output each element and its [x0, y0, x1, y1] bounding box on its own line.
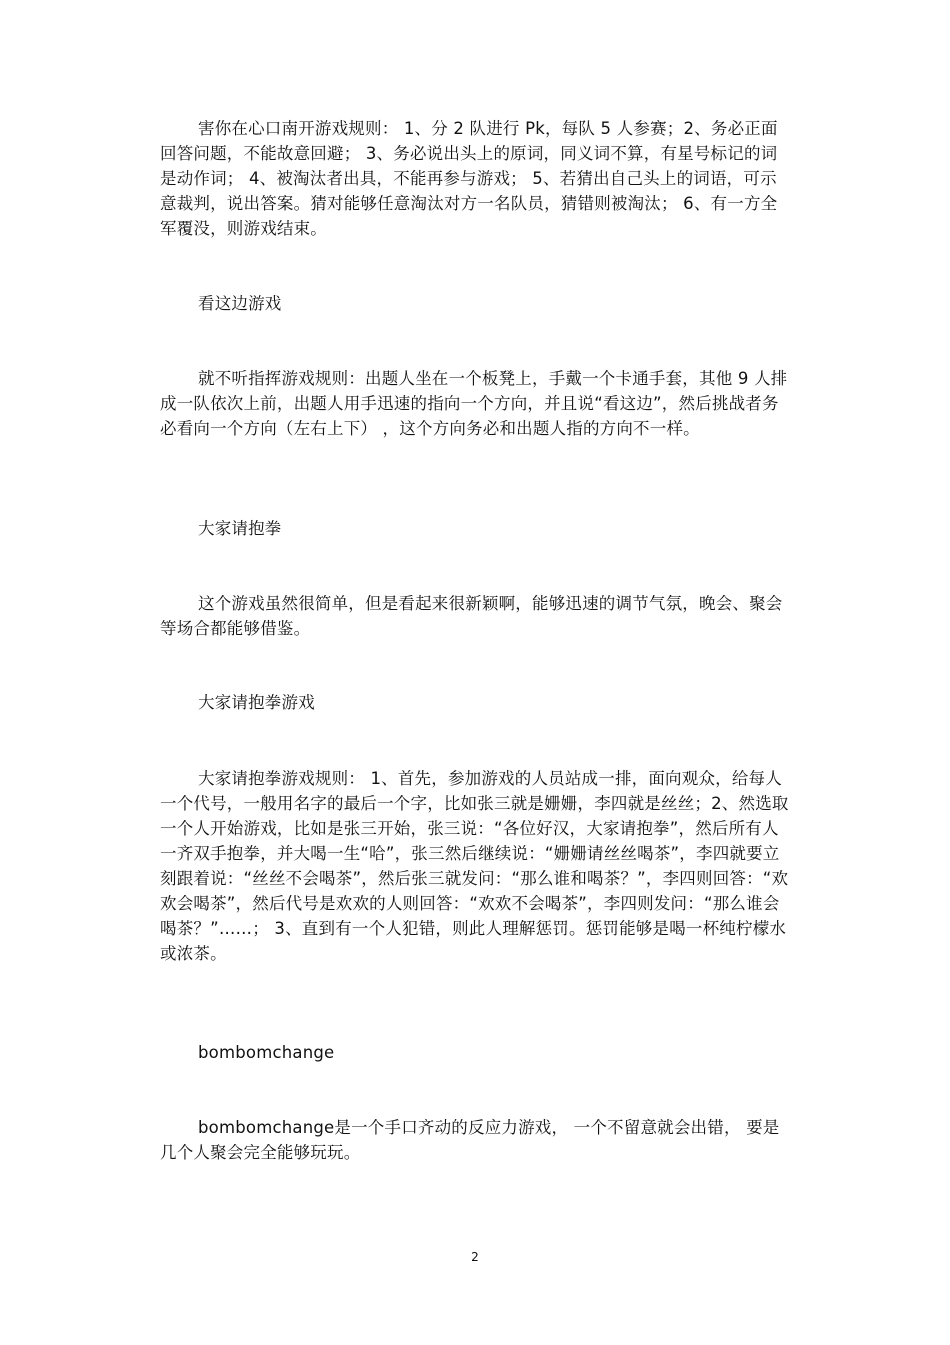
heading-look-here-game	[160, 291, 792, 316]
paragraph-rules-4	[160, 766, 792, 966]
heading-text: bombomchange	[198, 1043, 335, 1062]
heading-text: 大家请抱拳	[198, 519, 282, 538]
heading-text: 大家请抱拳游戏	[198, 693, 315, 712]
paragraph-text: 害你在心口南开游戏规则： 1、分 2 队进行 Pk，每队 5 人参赛；2、务必正面回答问题，不能故意回避； 3、务必说出头上的原词，同义词不算，有星号标记的词是动作词； 4、被淘汰者出具，不能再参与游戏； 5、若猜出自己头上的词语，可示意裁判，说出答案。猜对能够任意淘汰对方一名队员，猜错则被淘汰； 6、有一方全军覆没，则游戏结束。	[160, 119, 778, 238]
heading-bombomchange	[160, 1040, 792, 1065]
paragraph-text: bombomchange是一个手口齐动的反应力游戏， 一个不留意就会出错， 要是几个人聚会完全能够玩玩。	[160, 1118, 780, 1162]
paragraph-rules-2	[160, 366, 792, 441]
paragraph-rules-1	[160, 116, 792, 241]
page-number: 2	[471, 1250, 479, 1264]
paragraph-text: 大家请抱拳游戏规则： 1、首先，参加游戏的人员站成一排，面向观众，给每人一个代号，一般用名字的最后一个字，比如张三就是姗姗，李四就是丝丝；2、然选取一个人开始游戏，比如是张三开始，张三说：“各位好汉，大家请抱拳”，然后所有人一齐双手抱拳，并大喝一生“哈”，张三然后继续说：“姗姗请丝丝喝茶”，李四就要立刻跟着说：“丝丝不会喝茶”，然后张三就发问：“那么谁和喝茶？”，李四则回答：“欢欢会喝茶”，然后代号是欢欢的人则回答：“欢欢不会喝茶”，李四则发问：“那么谁会喝茶？”……； 3、直到有一个人犯错，则此人理解惩罚。惩罚能够是喝一杯纯柠檬水或浓茶。	[160, 769, 789, 963]
heading-fist-salute-game	[160, 690, 792, 715]
paragraph-intro-3	[160, 591, 792, 641]
paragraph-intro-5	[160, 1115, 792, 1165]
paragraph-text: 就不听指挥游戏规则：出题人坐在一个板凳上，手戴一个卡通手套，其他 9 人排成一队依次上前，出题人用手迅速的指向一个方向，并且说“看这边”，然后挑战者务必看向一个方向（左右上下） ，这个方向务必和出题人指的方向不一样。	[160, 369, 788, 438]
paragraph-text: 这个游戏虽然很简单，但是看起来很新颖啊，能够迅速的调节气氛，晚会、聚会等场合都能够借鉴。	[160, 594, 783, 638]
heading-fist-salute	[160, 516, 792, 541]
heading-text: 看这边游戏	[198, 294, 282, 313]
